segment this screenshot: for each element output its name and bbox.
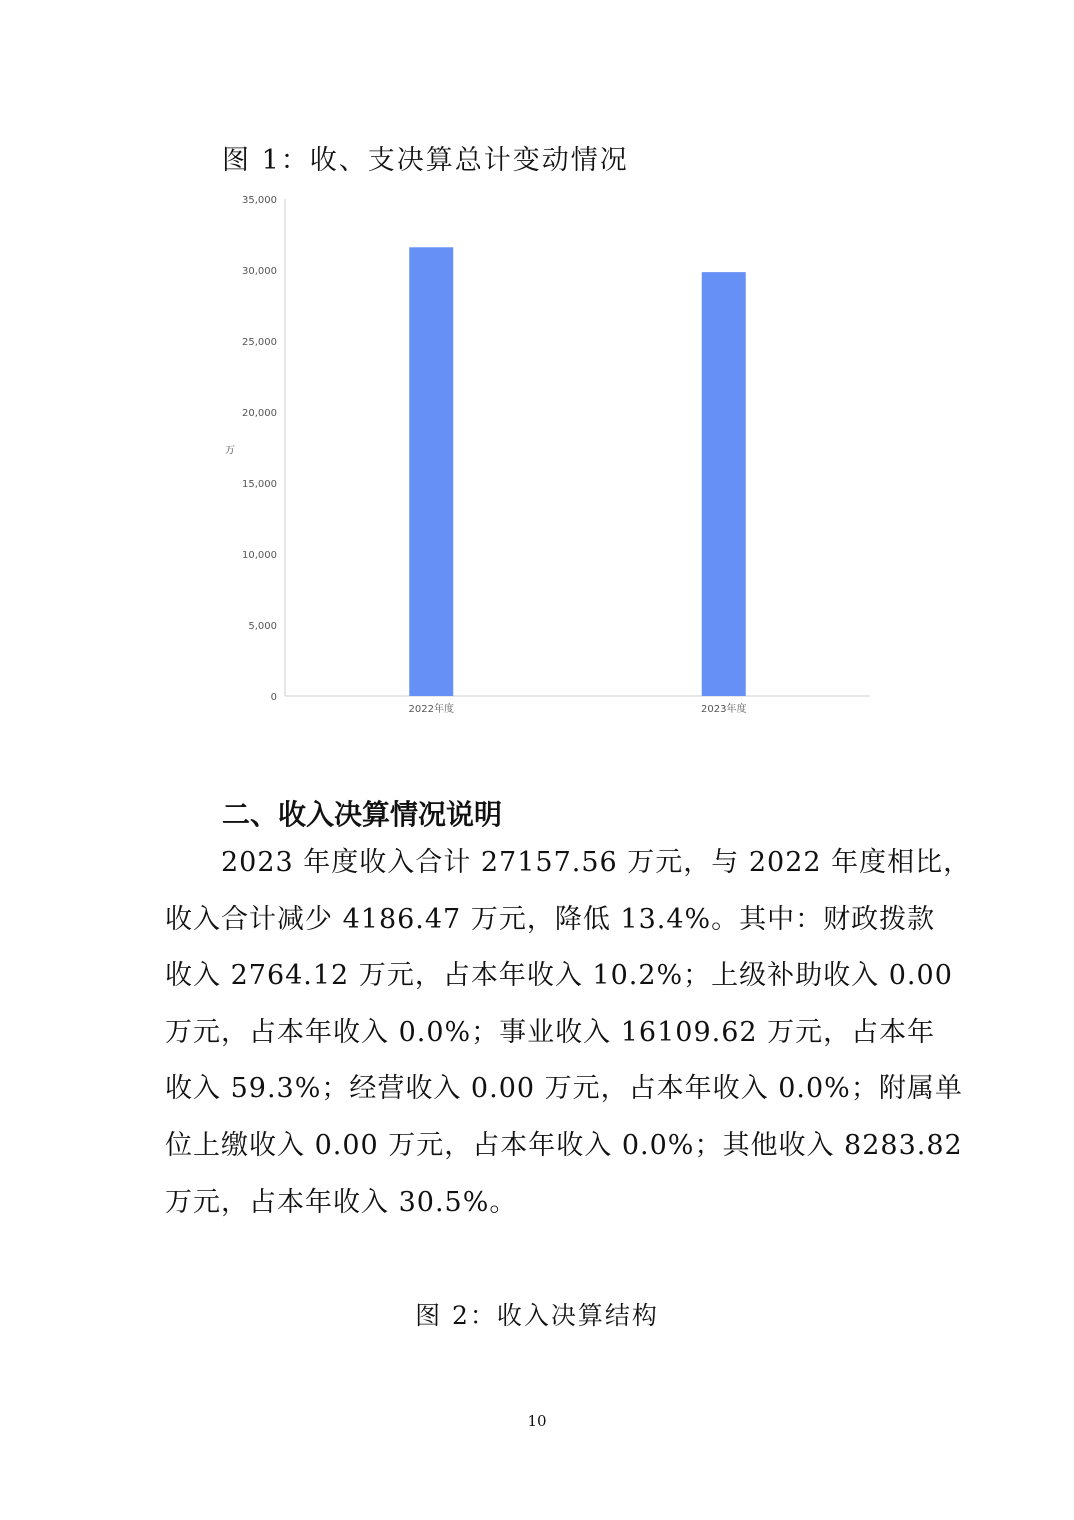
page-number: 10: [527, 1412, 547, 1430]
bar: [409, 247, 453, 696]
paragraph-line: 万元，占本年收入 30.5%。: [165, 1186, 518, 1218]
y-axis-label: 万: [225, 445, 235, 457]
y-tick-label: 10,000: [242, 550, 277, 561]
paragraph-line: 万元，占本年收入 0.0%；事业收入 16109.62 万元，占本年: [165, 1016, 936, 1048]
income-expense-bar-chart: [215, 185, 885, 720]
paragraph-line: 2023 年度收入合计 27157.56 万元，与 2022 年度相比，: [165, 847, 972, 878]
figure-1-title: 图 1：收、支决算总计变动情况: [222, 145, 629, 176]
paragraph-line: 收入合计减少 4186.47 万元，降低 13.4%。其中：财政拨款: [165, 903, 936, 935]
paragraph-line: 收入 2764.12 万元，占本年收入 10.2%；上级补助收入 0.00: [165, 960, 953, 992]
y-tick-label: 25,000: [242, 337, 277, 348]
y-tick-label: 20,000: [242, 408, 277, 419]
figure-2-title: 图 2：收入决算结构: [415, 1301, 659, 1330]
y-tick-label: 5,000: [248, 621, 277, 632]
paragraph-line: 位上缴收入 0.00 万元，占本年收入 0.0%；其他收入 8283.82: [165, 1129, 963, 1161]
bar: [702, 272, 746, 696]
x-tick-label: 2023年度: [701, 704, 747, 715]
y-tick-label: 0: [270, 692, 277, 703]
y-tick-label: 35,000: [242, 195, 277, 206]
y-tick-label: 15,000: [242, 479, 277, 490]
section-heading: 二、收入决算情况说明: [222, 798, 503, 831]
x-tick-label: 2022年度: [408, 704, 454, 715]
paragraph-line: 收入 59.3%；经营收入 0.00 万元，占本年收入 0.0%；附属单: [165, 1073, 963, 1105]
y-tick-label: 30,000: [242, 266, 277, 277]
income-description-paragraph: [165, 835, 972, 1231]
